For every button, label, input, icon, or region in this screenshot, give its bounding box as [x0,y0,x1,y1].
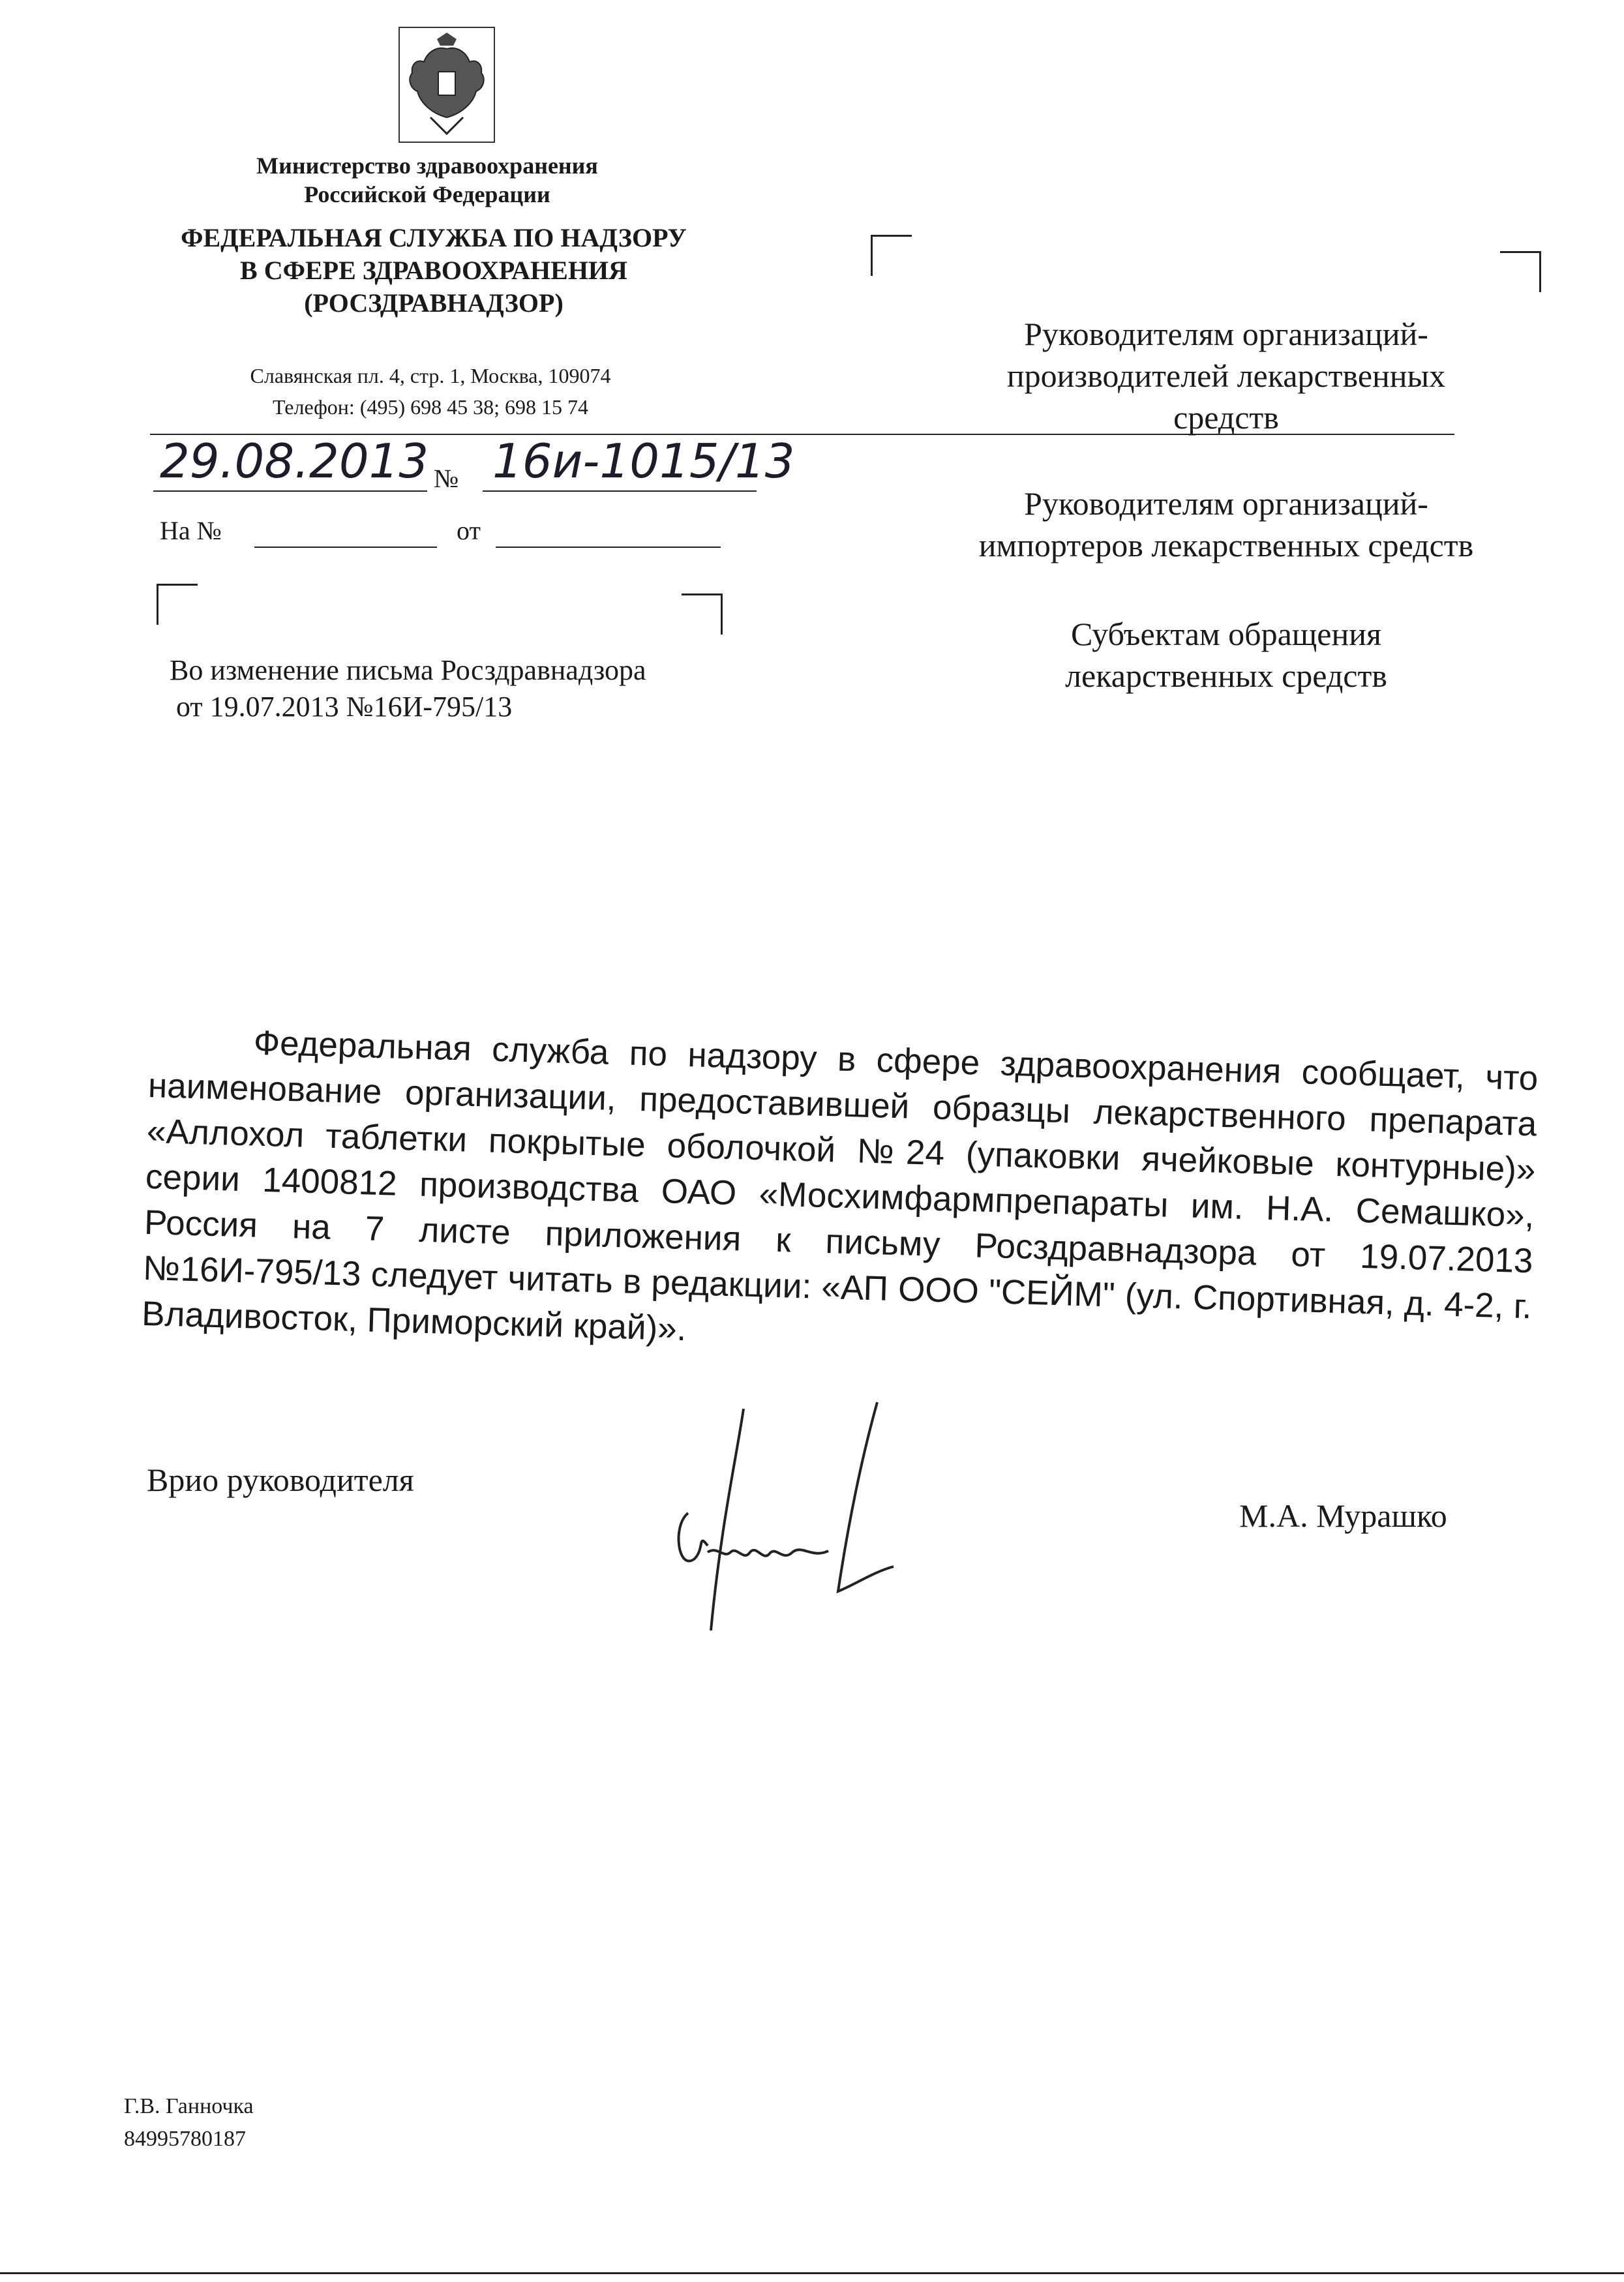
signatory-name: М.А. Мурашко [1239,1497,1447,1534]
reference-date-line [496,547,721,548]
service-line-2: В СФЕРЕ ЗДРАВООХРАНЕНИЯ [240,256,627,285]
reference-number-label: На № [160,516,222,545]
executor-name: Г.В. Ганночка [124,2094,254,2118]
registration-date: 29.08.2013 [160,434,429,488]
recipient-block-2 [933,483,1520,566]
signature-icon [659,1396,946,1644]
signatory-role: Врио руководителя [147,1462,414,1498]
service-line-1: ФЕДЕРАЛЬНАЯ СЛУЖБА ПО НАДЗОРУ [181,223,687,252]
recipient-block-1 [933,313,1520,438]
recipient-1-line-3: средств [1173,399,1279,436]
phone: Телефон: (495) 698 45 38; 698 15 74 [272,395,589,419]
recipient-1-line-1: Руководителям организаций- [1024,316,1428,352]
reference-bracket-left [157,584,198,625]
reference-line-1: Во изменение письма Росздравнадзора [170,654,646,686]
reference-line-2: от 19.07.2013 №16И-795/13 [176,691,513,723]
ministry-line-1: Министерство здравоохранения [256,153,598,179]
recipient-block-3 [933,613,1520,697]
reference-note [170,652,757,725]
page-bottom-edge [0,2272,1624,2274]
service-name [117,222,750,320]
recipient-2-line-1: Руководителям организаций- [1024,485,1428,522]
date-underline [153,490,427,492]
number-label: № [434,464,459,493]
registration-number: 16и-1015/13 [492,434,795,488]
contact-block [163,360,698,423]
number-underline [483,490,757,492]
recipient-3-line-1: Субъектам обращения [1071,616,1381,652]
recipient-bracket-right [1500,251,1541,292]
recipient-2-line-2: импортеров лекарственных средств [978,527,1474,563]
recipient-bracket-left [871,235,912,276]
address: Славянская пл. 4, стр. 1, Москва, 109074 [250,364,611,387]
recipient-1-line-2: производителей лекарственных [1006,357,1446,394]
coat-of-arms-icon [398,26,496,143]
letter-body: Федеральная служба по надзору в сфере здравоохранения сообщает, что наименование организации, предоставившей образцы лекарственного препарата «Аллохол таблетки покрытые оболочкой №24 (упаковки ячейковые контурные)» серии 1400812 производства ОАО «Мосхимфармпрепараты им. Н.А. Семашко», Россия на 7 листе приложения к письму Росздравнадзора от 19.07.2013 №16И-795/13 следует читать в редакции: «АП ООО "СЕЙМ" (ул. Спортивная, д. 4-2, г. Владивосток, Приморский край)». [141,1023,1539,1349]
ministry-name [215,151,639,209]
executor-block [124,2090,254,2155]
reference-number-line [254,547,437,548]
reference-from-label: от [457,516,481,545]
service-line-3: (РОСЗДРАВНАДЗОР) [304,288,564,318]
reference-bracket-right [682,593,723,635]
ministry-line-2: Российской Федерации [304,181,550,207]
recipient-3-line-2: лекарственных средств [1065,657,1387,694]
executor-phone: 84995780187 [124,2127,246,2151]
